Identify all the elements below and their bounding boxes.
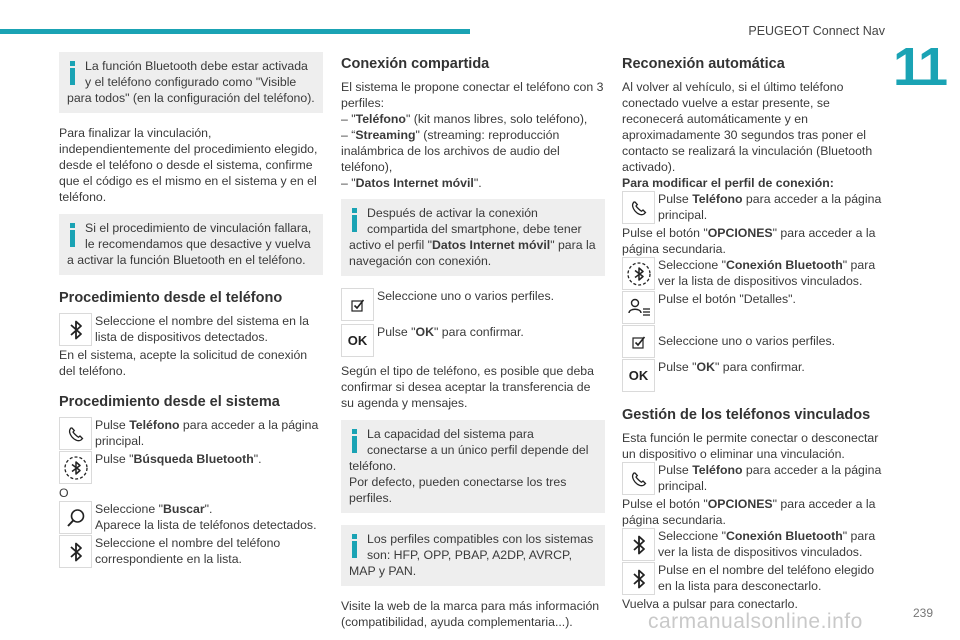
step — [622, 191, 886, 224]
phone-handset-icon — [622, 462, 655, 495]
bluetooth-icon — [59, 535, 92, 568]
info-note: Los perfiles compatibles con los sistemas son: HFP, OPP, PBAP, A2DP, AVRCP, MAP y PAN. — [341, 525, 605, 586]
step-text: Pulse "OK" para confirmar. — [377, 325, 524, 339]
step-text: Pulse Teléfono para acceder a la página principal. — [658, 192, 882, 222]
ok-icon: OK — [622, 359, 655, 392]
step — [59, 535, 323, 568]
bluetooth-search-icon — [59, 451, 92, 484]
column-middle — [341, 52, 605, 639]
profile-list-item: – "Teléfono" (kit manos libres, solo teléfono), — [341, 112, 588, 126]
step-text: Pulse Teléfono para acceder a la página principal. — [95, 418, 319, 448]
step — [59, 501, 323, 534]
subheading: Para modificar el perfil de conexión: — [622, 176, 834, 190]
paragraph: En el sistema, acepte la solicitud de conexión del teléfono. — [59, 348, 308, 378]
paragraph: Para finalizar la vinculación, independientemente del procedimiento elegido, desde el teléfono o desde el sistema, confirme que el código es el mismo en el sistema y en el teléfono. — [59, 126, 318, 204]
step — [622, 562, 886, 595]
checkbox-icon — [341, 288, 374, 321]
step-text: Pulse "OK" para confirmar. — [658, 360, 805, 374]
info-note — [59, 52, 323, 113]
step — [341, 288, 605, 321]
step — [341, 324, 605, 357]
paragraph: Vuelva a pulsar para conectarlo. — [622, 597, 798, 611]
step-text: Pulse el botón "Detalles". — [658, 292, 796, 306]
info-icon — [351, 534, 358, 558]
step — [622, 291, 886, 324]
info-note — [59, 214, 323, 275]
step — [622, 257, 886, 290]
step-text: Seleccione "Conexión Bluetooth" para ver la lista de dispositivos vinculados. — [658, 529, 876, 559]
note-text: Si el procedimiento de vinculación fallara, le recomendamos que desactive y vuelva a activar la función Bluetooth en el teléfono. — [67, 221, 312, 267]
column-right — [622, 52, 886, 612]
paragraph: Al volver al vehículo, si el último teléfono conectado vuelve a estar presente, se reconecerá automáticamente y en aproximadamente 30 segundos tras poner el contacto se realizará la vinculación (Bluetooth activado). — [622, 80, 873, 174]
bluetooth-icon — [622, 528, 655, 561]
paragraph: Esta función le permite conectar o desconectar un dispositivo o eliminar una vinculación. — [622, 431, 879, 461]
section-heading: Procedimiento desde el teléfono — [59, 290, 283, 306]
step-text: Pulse Teléfono para acceder a la página principal. — [658, 463, 882, 493]
info-icon — [351, 208, 358, 232]
step — [622, 325, 886, 358]
details-icon — [622, 291, 655, 324]
watermark: carmanualsonline.info — [648, 610, 863, 633]
section-heading: Procedimiento desde el sistema — [59, 394, 280, 410]
step-text: Seleccione "Buscar". Aparece la lista de teléfonos detectados. — [95, 502, 317, 532]
section-heading: Gestión de los teléfonos vinculados — [622, 407, 871, 423]
page-number: 239 — [913, 606, 934, 620]
paragraph: Según el tipo de teléfono, es posible que deba confirmar si desea aceptar la transferencia de su agenda y mensajes. — [341, 364, 594, 410]
paragraph: Visite la web de la marca para más información (compatibilidad, ayuda complementaria...). — [341, 599, 600, 629]
info-note: La capacidad del sistema para conectarse a un único perfil depende del teléfono. Por defecto, pueden conectarse los tres perfiles. — [341, 420, 605, 513]
paragraph: Pulse el botón "OPCIONES" para acceder a la página secundaria. — [622, 497, 876, 527]
step-text: Pulse "Búsqueda Bluetooth". — [95, 452, 262, 466]
step-text: Pulse en el nombre del teléfono elegido en la lista para desconectarlo. — [658, 563, 875, 593]
step — [59, 451, 323, 484]
step — [622, 528, 886, 561]
checkbox-icon — [622, 325, 655, 358]
step — [59, 313, 323, 346]
profile-list-item: – “Streaming" (streaming: reproducción inalámbrica de los archivos de audio del teléfono), — [341, 128, 560, 174]
info-icon — [69, 61, 76, 85]
section-heading: Conexión compartida — [341, 56, 490, 72]
paragraph: El sistema le propone conectar el teléfono con 3 perfiles: — [341, 80, 604, 110]
phone-handset-icon — [59, 417, 92, 450]
step-text: Seleccione el nombre del teléfono correspondiente en la lista. — [95, 536, 281, 566]
or-label: O — [59, 486, 69, 500]
info-icon — [351, 429, 358, 453]
step — [622, 462, 886, 495]
phone-handset-icon — [622, 191, 655, 224]
step — [59, 417, 323, 450]
search-icon — [59, 501, 92, 534]
column-left — [59, 52, 323, 569]
profile-list-item: – "Datos Internet móvil". — [341, 176, 482, 190]
bluetooth-icon — [59, 313, 92, 346]
step-text: Seleccione uno o varios perfiles. — [377, 289, 555, 303]
step-text: Seleccione el nombre del sistema en la lista de dispositivos detectados. — [95, 314, 309, 344]
section-heading: Reconexión automática — [622, 56, 785, 72]
bluetooth-search-icon — [622, 257, 655, 290]
note-text: La función Bluetooth debe estar activada y el teléfono configurado como "Visible para todos" (en la configuración del teléfono). — [67, 59, 315, 105]
chapter-number: 11 — [893, 37, 947, 97]
info-icon — [69, 223, 76, 247]
header-accent-bar — [0, 29, 470, 34]
step-text: Seleccione "Conexión Bluetooth" para ver la lista de dispositivos vinculados. — [658, 258, 876, 288]
step-text: Seleccione uno o varios perfiles. — [658, 334, 836, 348]
step — [622, 359, 886, 392]
bluetooth-icon — [622, 562, 655, 595]
info-note: Después de activar la conexión compartida del smartphone, debe tener activo el perfil "Datos Internet móvil" para la navegación con conexión. — [341, 199, 605, 276]
page-header-title: PEUGEOT Connect Nav — [748, 24, 885, 38]
paragraph: Pulse el botón "OPCIONES" para acceder a la página secundaria. — [622, 226, 876, 256]
ok-icon: OK — [341, 324, 374, 357]
